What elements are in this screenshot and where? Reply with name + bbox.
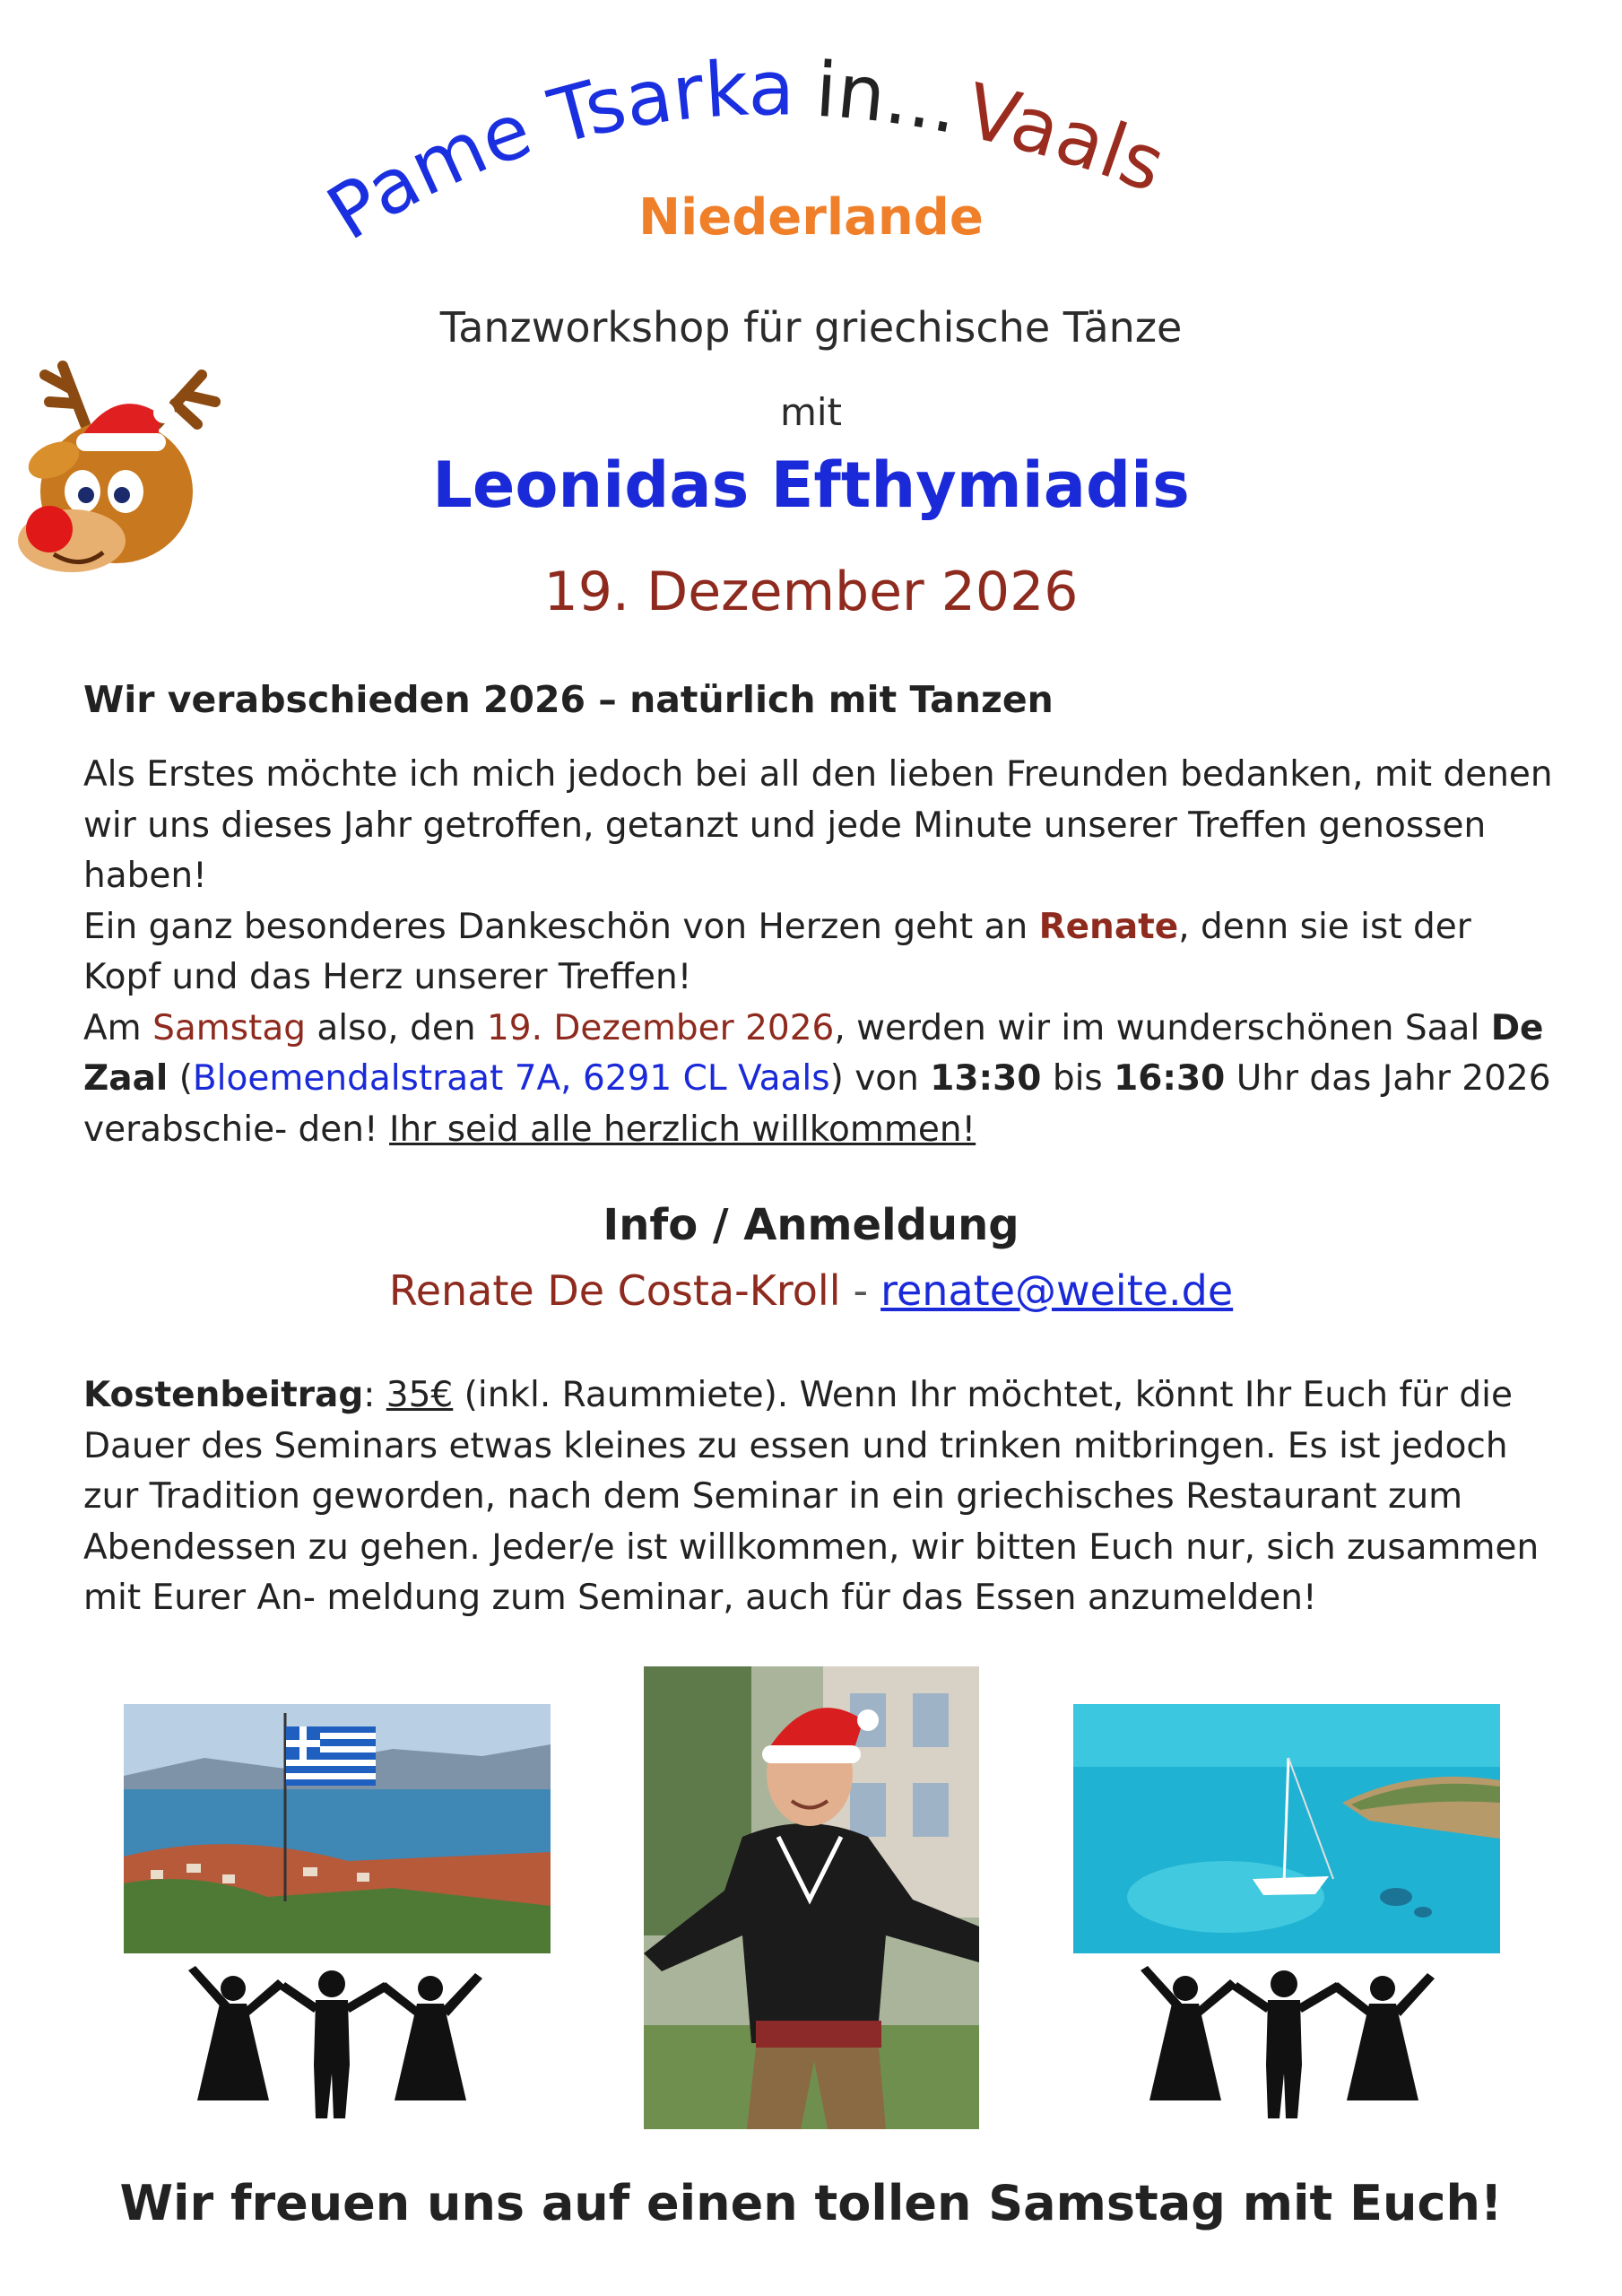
intro-paragraph-1: Als Erstes möchte ich mich jedoch bei all den lieben Freunden bedanken, mit denen wir uns dieses Jahr getroffen, getanzt und jede Minute unserer Treffen genossen haben! — [83, 754, 1553, 896]
intro-paragraph-3: Am Samstag also, den 19. Dezember 2026, werden wir im wunderschönen Saal De Zaal (Bloemendalstraat 7A, 6291 CL Vaals) von 13:30 bis 16:30 Uhr das Jahr 2026 verabschie- den! Ihr seid alle herzlich willkommen! — [83, 1007, 1551, 1150]
intro-heading: Wir verabschieden 2026 – natürlich mit Tanzen — [83, 678, 1054, 721]
title-part-1: Pame Tsarka — [312, 44, 795, 257]
highlight-renate: Renate — [1038, 906, 1179, 947]
end-time: 16:30 — [1114, 1058, 1226, 1099]
title-part-2: in... — [812, 45, 967, 152]
welcome-text: Ihr seid alle herzlich willkommen! — [389, 1109, 976, 1150]
highlight-day: Samstag — [152, 1007, 306, 1048]
cost-price: 35€ — [386, 1375, 454, 1415]
sea-photo — [1073, 1704, 1500, 1953]
title-part-3: Vaals — [958, 66, 1176, 210]
venue-address: Bloemendalstraat 7A, 6291 CL Vaals — [192, 1058, 830, 1099]
dancers-silhouette-icon — [1132, 1966, 1436, 2127]
start-time: 13:30 — [930, 1058, 1042, 1099]
contact-email-link[interactable]: renate@weite.de — [880, 1266, 1234, 1315]
dancer-photo — [644, 1666, 979, 2129]
dancers-silhouette-icon — [179, 1966, 484, 2127]
info-heading: Info / Anmeldung — [603, 1200, 1019, 1250]
highlight-date: 19. Dezember 2026 — [486, 1007, 835, 1048]
closing-message: Wir freuen uns auf einen tollen Samstag mit Euch! — [119, 2175, 1503, 2231]
contact-separator: - — [853, 1266, 869, 1315]
intro-text — [83, 750, 1554, 1155]
cost-label: Kostenbeitrag — [83, 1375, 364, 1415]
venue-name: De Zaal — [83, 1007, 1544, 1099]
country-subtitle: Niederlande — [638, 188, 984, 247]
contact-line — [0, 1266, 1622, 1315]
harbor-photo — [124, 1704, 551, 1953]
cost-paragraph: Kostenbeitrag: 35€ (inkl. Raummiete). Wenn Ihr möchtet, könnt Ihr Euch für die Dauer des Seminars etwas kleines zu essen und trinken mitbringen. Es ist jedoch zur Tradition geworden, nach dem Seminar in ein griechisches Restaurant zum Abendessen zu gehen. Jeder/e ist willkommen, wir bitten Euch nur, sich zusammen mit Eurer An- meldung zum Seminar, auch für das Essen anzumelden! — [83, 1375, 1540, 1618]
intro-paragraph-2: Ein ganz besonderes Dankeschön von Herzen geht an Renate, denn sie ist der Kopf und das Herz unserer Treffen! — [83, 906, 1471, 997]
with-label: mit — [779, 390, 843, 434]
teacher-name: Leonidas Efthymiadis — [432, 448, 1190, 522]
workshop-subtitle: Tanzworkshop für griechische Tänze — [439, 303, 1183, 352]
event-date: 19. Dezember 2026 — [543, 561, 1079, 623]
contact-name: Renate De Costa-Kroll — [388, 1266, 841, 1315]
